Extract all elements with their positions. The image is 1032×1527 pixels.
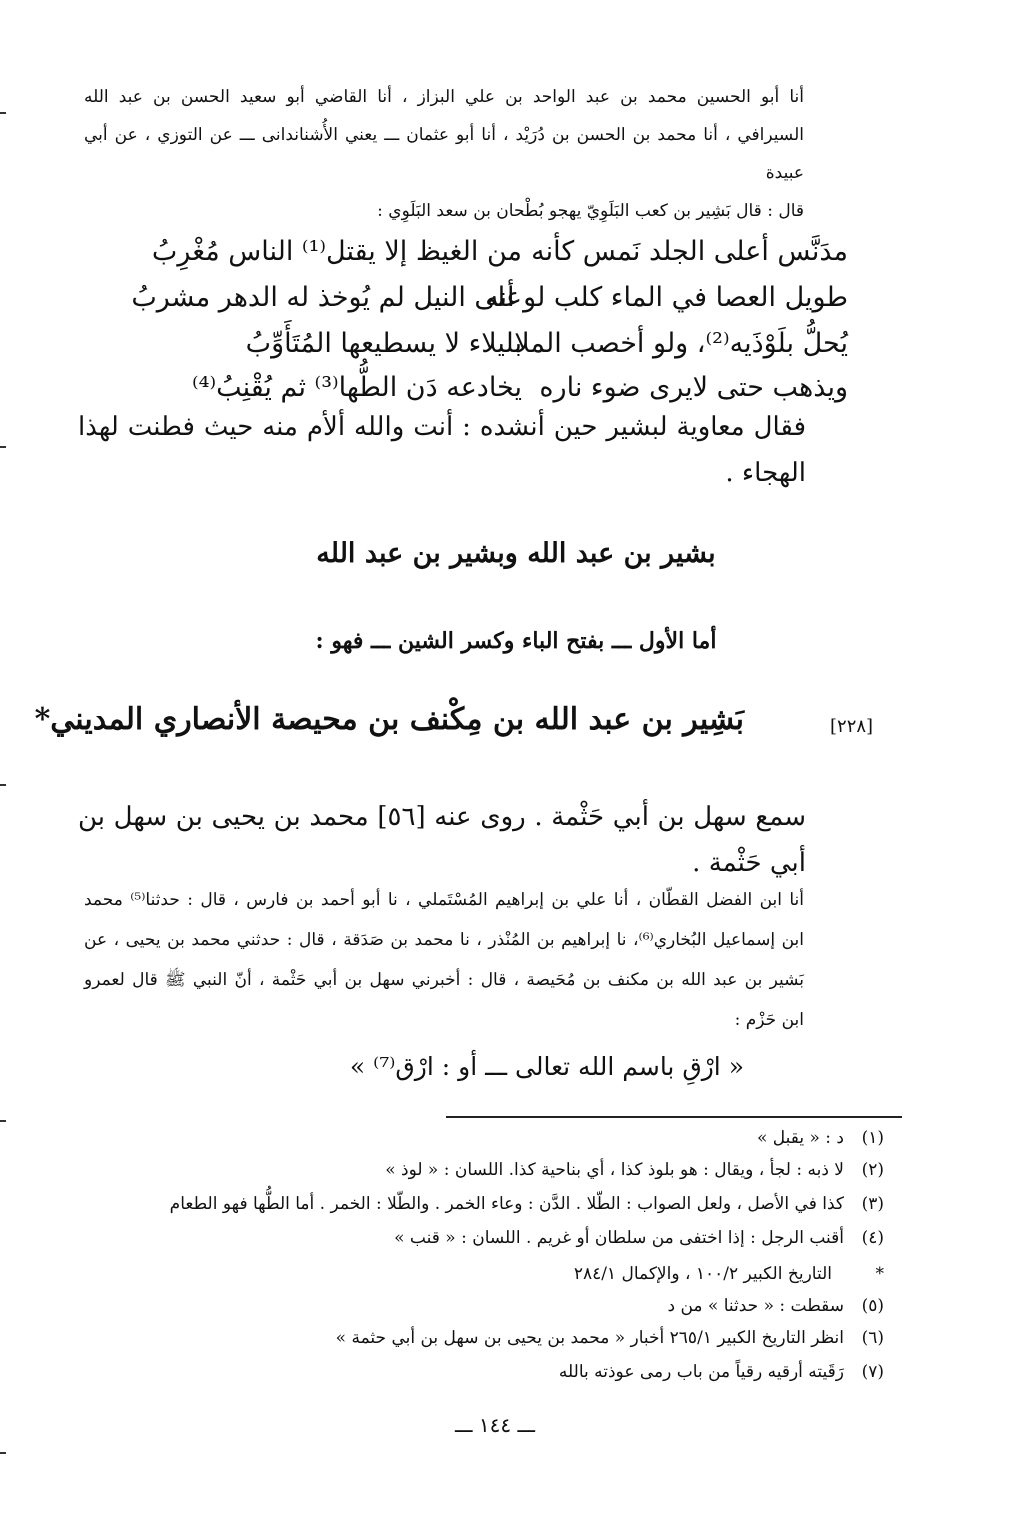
footnote-marker: * [875,1264,884,1284]
footnote-number: (٣) [861,1194,884,1214]
isnad-line: أنا ابن الفضل القطّان ، أنا علي بن إبراهيم المُسْتَملي ، نا أبو أحمد بن فارس ، قال : حدثنا⁽⁵⁾ محمد [84,890,804,910]
footnote-number: (٦) [861,1328,884,1348]
footnote-text: لا ذبه : لجأ ، ويقال : هو بلوذ كذا ، أي بناحية كذا. اللسان : « لوذ » [385,1160,844,1180]
footnote-text: د : « يقبل » [756,1128,844,1148]
section-subheading: أما الأول ـــ بفتح الباء وكسر الشين ـــ فهو : [315,628,717,654]
footnote-text: كذا في الأصل ، ولعل الصواب : الطّلا . الدَّن : وعاء الخمر . والطّلا : الخمر . أما الطُّها فهو الطعام [169,1194,844,1214]
page-number-label: ـــ ١٤٤ ـــ [454,1413,536,1437]
margin-mark [0,112,6,114]
isnad-line: قال : قال بَشِير بن كعب البَلَوِيّ يهجو بُطْحان بن سعد البَلَوِي : [377,201,804,221]
isnad-line: ابن حَزْم : [734,1010,804,1030]
body-paragraph: فقال معاوية لبشير حين أنشده : أنت والله ألأم منه حيث فطنت لهذا الهجاء . [78,412,806,488]
footnote-text: سقطت : « حدثنا » من د [667,1296,844,1316]
entry-body: سمع سهل بن أبي حَثْمة . روى عنه [٥٦] محمد بن يحيى بن سهل بن أبي حَثْمة . [78,802,807,878]
margin-mark [0,1452,6,1454]
footnote-text: أقنب الرجل : إذا اختفى من سلطان أو غريم . اللسان : « قنب » [394,1228,844,1248]
verse-second-hemistich: يخادعه دَن الطُّها⁽³⁾ ثم يُقْنِبُ⁽⁴⁾ [191,372,522,403]
section-heading: بشير بن عبد الله وبشير بن عبد الله [316,538,716,569]
footnote-separator [446,1116,902,1118]
verse-first-hemistich: مدَنَّس أعلى الجلد نَمس كأنه [531,236,848,267]
entry-number: [٢٢٨] [830,716,874,737]
verse-second-hemistich: من الغيظ إلا يقتل⁽¹⁾ الناس مُغْرِبُ [151,236,522,267]
margin-mark [0,1120,6,1122]
isnad-line: ابن إسماعيل البُخاري⁽⁶⁾، نا إبراهيم بن المُنْذر ، نا محمد بن صَدَقة ، قال : حدثني محمد بن يحيى ، عن [84,930,805,950]
isnad-intro [84,78,804,230]
verse-second-hemistich: بليلاء لا يسطيعها المُتَأَوِّبُ [245,328,522,359]
entry-title: بَشِير بن عبد الله بن مِكْنف بن محيصة الأنصاري المديني* [34,702,744,737]
footnote-text: التاريخ الكبير ١٠٠/٢ ، والإكمال ٢٨٤/١ [573,1264,832,1284]
isnad-line: السيرافي ، أنا محمد بن الحسن بن دُرَيْد ، أنا أبو عثمان ـــ يعني الأُشناندانى ـــ عن التوزي ، عن أبي عبيدة [84,125,804,183]
margin-mark [0,784,6,786]
verse-first-hemistich: ويذهب حتى لايرى ضوء ناره [539,372,848,403]
footnote-number: (٧) [861,1362,884,1382]
footnote-number: (٢) [861,1160,884,1180]
footnote-number: (١) [861,1128,884,1148]
hadith-quote: « ارْقِ باسم الله تعالى ـــ أو : ارْق⁽⁷⁾ » [349,1052,744,1081]
verse-second-hemistich: على النيل لم يُوخذ له الدهر مشربُ [131,282,522,313]
footnote-text: انظر التاريخ الكبير ٢٦٥/١ أخبار « محمد بن يحيى بن سهل بن أبي حثمة » [335,1328,844,1348]
verse-first-hemistich: يُحلُّ بلَوْذَيه⁽²⁾، ولو أخصب الملا [514,328,848,359]
verse-first-hemistich: طويل العصا في الماء كلب لو أنه [485,282,848,313]
page-number [430,1413,560,1437]
isnad-second [84,880,804,1040]
isnad-line: بَشير بن عبد الله بن مكنف بن مُحَيصة ، قال : أخبرني سهل بن أبي حَثْمة ، أنّ النبي ﷺ قال لعمرو [84,970,804,990]
margin-mark [0,446,6,448]
footnote-number: (٤) [861,1228,884,1248]
footnote-text: رَقَيته أرقيه رقياً من باب رمى عوذته بالله [558,1362,844,1382]
footnote-number: (٥) [861,1296,884,1316]
isnad-line: أنا أبو الحسين محمد بن عبد الواحد بن علي البزاز ، أنا القاضي أبو سعيد الحسن بن عبد الله [84,87,804,107]
